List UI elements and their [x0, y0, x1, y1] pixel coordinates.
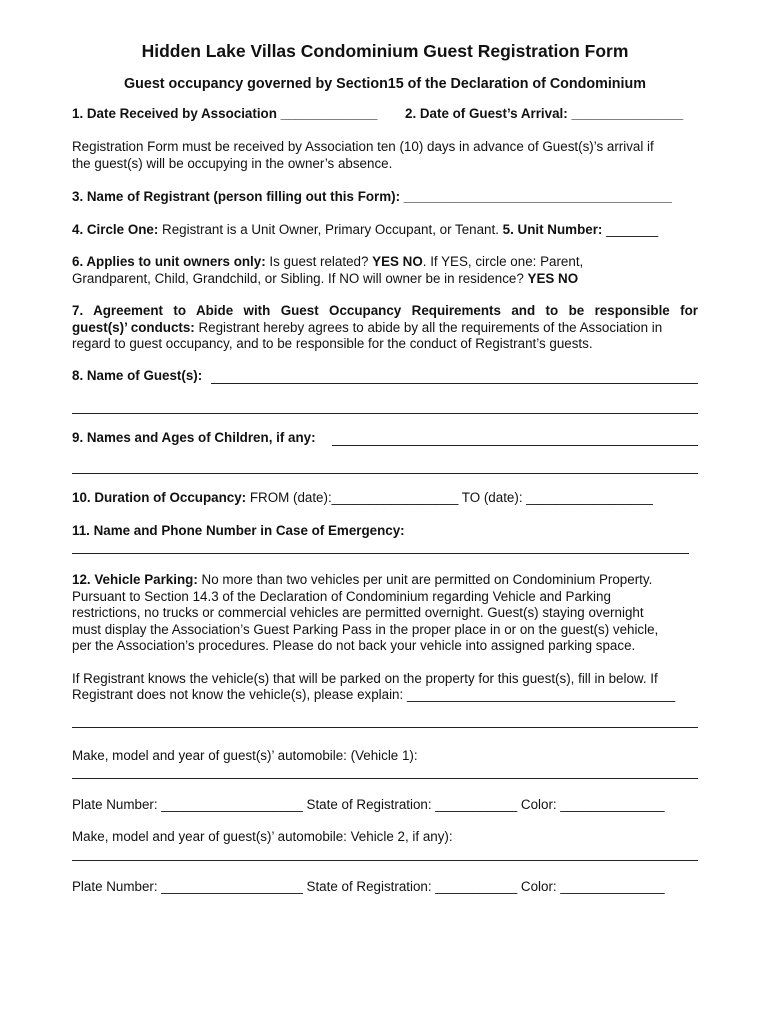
guest-related-yes-no[interactable]: YES NO [372, 254, 423, 269]
intro-line-1: Registration Form must be received by Association ten (10) days in advance of Guest(s)’s arrival if [72, 139, 654, 154]
date-arrival-field[interactable]: 2. Date of Guest’s Arrival: _______________ [405, 106, 684, 121]
vehicle-2-label: Make, model and year of guest(s)’ automobile: Vehicle 2, if any): [72, 829, 453, 844]
vehicle-1-label: Make, model and year of guest(s)’ automobile: (Vehicle 1): [72, 748, 418, 763]
relation-options[interactable]: Grandparent, Child, Grandchild, or Sibling. If NO will owner be in residence? [72, 271, 528, 286]
parking-text-1: No more than two vehicles per unit are permitted on Condominium Property. [197, 572, 653, 587]
guest-conducts-label: guest(s)’ conducts: [72, 320, 195, 335]
parking-line-5: per the Association’s procedures. Please do not back your vehicle into assigned parking space. [72, 638, 636, 653]
intro-line-2: the guest(s) will be occupying in the owner’s absence. [72, 156, 393, 171]
agreement-line-2 [72, 320, 662, 336]
agreement-line-1: 7. Agreement to Abide with Guest Occupancy Requirements and to be responsible for [72, 303, 698, 318]
parking-line-3: restrictions, no trucks or commercial vehicles are permitted overnight. Guest(s) staying overnight [72, 605, 644, 620]
vehicle-2-plate-row[interactable]: Plate Number: ___________________ State of Registration: ___________ Color: ______________ [72, 879, 665, 894]
owners-only-row-1 [72, 254, 583, 270]
circle-one-label: 4. Circle One: [72, 222, 159, 237]
form-title: Hidden Lake Villas Condominium Guest Registration Form [141, 41, 629, 61]
form-subtitle: Guest occupancy governed by Section15 of the Declaration of Condominium [124, 76, 646, 92]
parking-line-2: Pursuant to Section 14.3 of the Declaration of Condominium regarding Vehicle and Parking [72, 589, 611, 604]
duration-dates-field[interactable]: FROM (date):_________________ TO (date): _________________ [246, 490, 653, 505]
owners-only-label: 6. Applies to unit owners only: [72, 254, 266, 269]
registrant-name-field[interactable]: 3. Name of Registrant (person filling out this Form): ____________________________________ [72, 189, 672, 204]
vehicle-1-plate-row[interactable]: Plate Number: ___________________ State of Registration: ___________ Color: ______________ [72, 797, 665, 812]
guest-names-label: 8. Name of Guest(s): [72, 368, 203, 383]
relation-circle-text: . If YES, circle one: Parent, [422, 254, 584, 269]
agreement-text: Registrant hereby agrees to abide by all the requirements of the Association in [194, 320, 663, 335]
vehicle-explain-blank[interactable] [72, 727, 698, 728]
guest-names-blank-1[interactable] [211, 383, 698, 384]
children-blank-1[interactable] [332, 445, 698, 446]
agreement-line-3: regard to guest occupancy, and to be responsible for the conduct of Registrant’s guests. [72, 336, 593, 351]
vehicle-2-blank[interactable] [72, 860, 698, 861]
vehicle-known-line-1: If Registrant knows the vehicle(s) that will be parked on the property for this guest(s), fill in below. If [72, 671, 658, 686]
unit-number-label: 5. Unit Number: [502, 222, 603, 237]
duration-row [72, 490, 653, 506]
duration-label: 10. Duration of Occupancy: [72, 490, 247, 505]
emergency-contact-label: 11. Name and Phone Number in Case of Emergency: [72, 523, 405, 538]
children-blank-2[interactable] [72, 473, 698, 474]
vehicle-explain-field[interactable]: Registrant does not know the vehicle(s), please explain: ____________________________________ [72, 687, 676, 702]
circle-one-text[interactable]: Registrant is a Unit Owner, Primary Occupant, or Tenant. [158, 222, 503, 237]
children-label: 9. Names and Ages of Children, if any: [72, 430, 316, 445]
guest-related-text: Is guest related? [265, 254, 373, 269]
emergency-contact-blank[interactable] [72, 553, 689, 554]
guest-names-blank-2[interactable] [72, 413, 698, 414]
vehicle-1-blank[interactable] [72, 778, 698, 779]
unit-owner-row [72, 222, 658, 238]
owners-only-row-2 [72, 271, 578, 287]
date-received-field[interactable]: 1. Date Received by Association _____________ [72, 106, 378, 121]
unit-number-field[interactable]: _______ [602, 222, 659, 237]
owner-residence-yes-no[interactable]: YES NO [527, 271, 579, 286]
vehicle-parking-label: 12. Vehicle Parking: [72, 572, 198, 587]
parking-line-1 [72, 572, 652, 588]
parking-line-4: must display the Association’s Guest Parking Pass in the proper place in or on the guest(s) vehicle, [72, 622, 659, 637]
